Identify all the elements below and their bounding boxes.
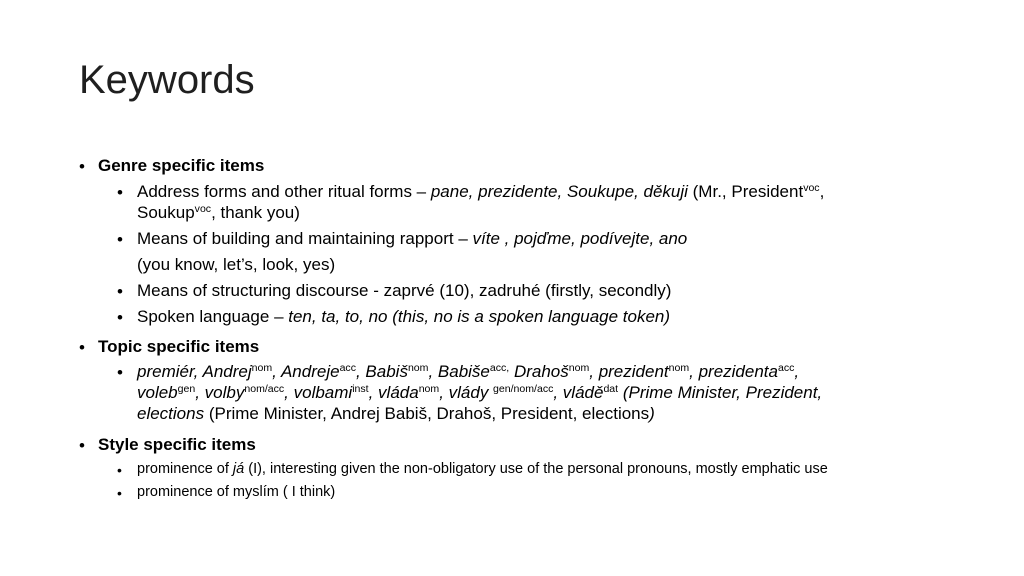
- item-address-forms: Address forms and other ritual forms – pane, prezidente, Soukupe, děkuji (Mr., President$^{voc}$,: [137, 182, 825, 201]
- item-prominence-myslim: prominence of myslím ( I think): [137, 484, 336, 500]
- item-topic-line1: premiér, Andrej$^{nom}$, Andreje$^{acc}$, Babiš$^{nom}$, Babiše$^{acc,}$ Drahoš$^{nom}$, prezident$^{nom}$, prezidenta$^{acc}$,: [137, 362, 800, 381]
- item-address-forms-cont: Soukup$^{voc}$, thank you): [137, 203, 300, 222]
- bullet-rapport: •: [117, 230, 123, 249]
- heading-topic: Topic specific items: [98, 337, 260, 356]
- item-topic-line2: voleb$^{gen}$, volby$^{nom/acc}$, volbami$^{inst}$, vláda$^{nom}$, vlády $^{gen/nom/acc}$, vládě$^{dat}$ (Prime Minister, Prezident,: [137, 383, 823, 402]
- bullet-structuring: •: [117, 282, 123, 301]
- bullet-style: •: [79, 436, 85, 455]
- item-rapport: Means of building and maintaining rapport – víte , pojďme, podívejte, ano: [137, 229, 688, 248]
- item-spoken-language: Spoken language – ten, ta, to, no (this, no is a spoken language token): [137, 307, 671, 326]
- item-structuring: Means of structuring discourse - zaprvé (10), zadruhé (firstly, secondly): [137, 281, 672, 300]
- item-rapport-translation: (you know, let’s, look, yes): [137, 255, 336, 274]
- bullet-prominence-ja: •: [117, 462, 122, 478]
- bullet-spoken: •: [117, 308, 123, 327]
- bullet-topic: •: [79, 338, 85, 357]
- bullet-topic-item: •: [117, 363, 123, 382]
- slide-title: Keywords: [79, 58, 255, 102]
- bullet-genre: •: [79, 157, 85, 176]
- item-topic-line3: elections (Prime Minister, Andrej Babiš, Drahoš, President, elections): [137, 404, 655, 423]
- bullet-prominence-myslim: •: [117, 485, 122, 501]
- item-prominence-ja: prominence of já (I), interesting given the non-obligatory use of the personal pronouns, mostly emphatic use: [137, 461, 828, 477]
- heading-style: Style specific items: [98, 435, 256, 454]
- bullet-address: •: [117, 183, 123, 202]
- heading-genre: Genre specific items: [98, 156, 265, 175]
